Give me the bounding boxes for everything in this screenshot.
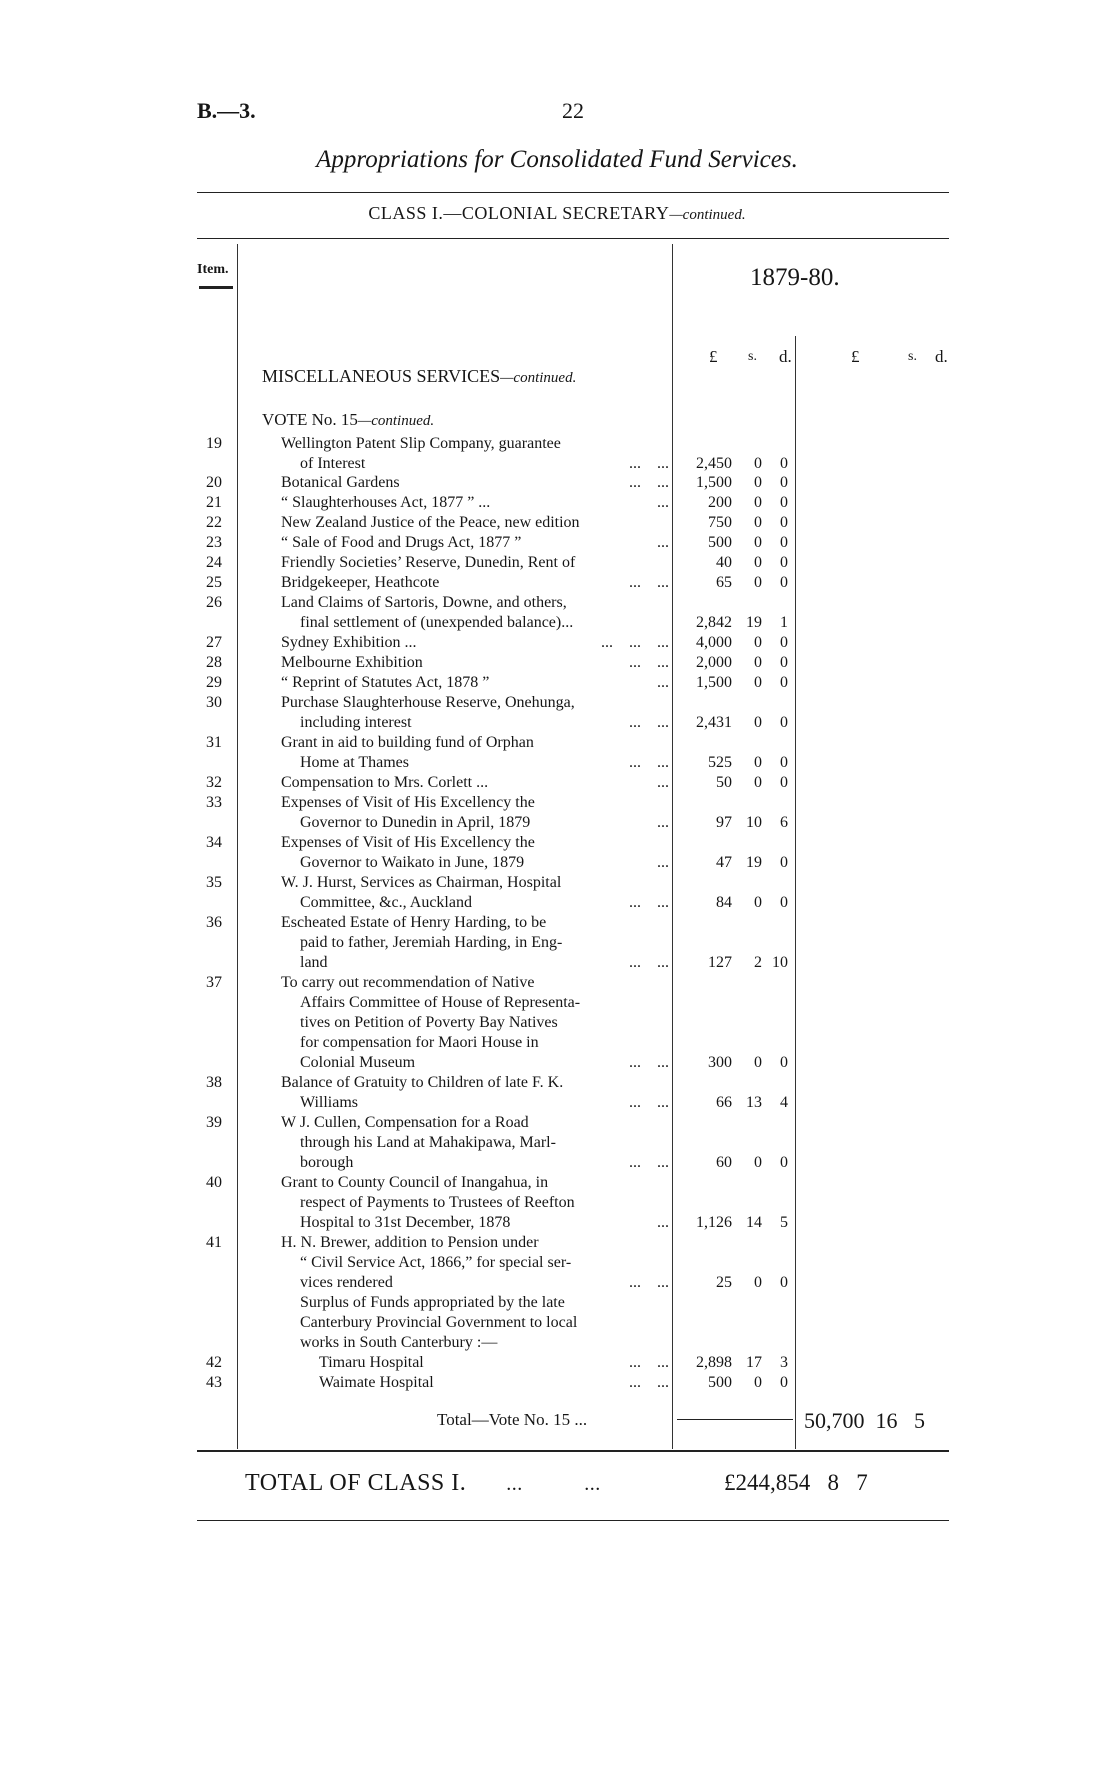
description-line: “ Reprint of Statutes Act, 1878 ” (281, 674, 490, 691)
item-amount (672, 673, 796, 693)
item-number: 36 (206, 914, 222, 931)
leader-dots: ... ... (629, 455, 669, 472)
item-number: 29 (206, 674, 222, 691)
amount-s: 0 (754, 514, 762, 531)
amount-s: 0 (754, 494, 762, 511)
description-line: “ Slaughterhouses Act, 1877 ” ... (281, 494, 491, 511)
amount-pounds: 47 (716, 854, 732, 871)
item-number: 31 (206, 734, 222, 751)
amount-d: 0 (780, 1054, 788, 1071)
amount-s: 19 (746, 614, 762, 631)
item-description (281, 1173, 669, 1233)
amount-d: 0 (780, 1374, 788, 1391)
leader-dots: ... (657, 494, 669, 511)
amount-s: 0 (754, 634, 762, 651)
item-number: 39 (206, 1114, 222, 1131)
item-amount (672, 953, 796, 973)
rule-bottom (197, 1450, 949, 1452)
leader-dots: ... ... (629, 1154, 669, 1171)
description-line: To carry out recommendation of Native (281, 974, 535, 991)
item-amount (672, 1273, 796, 1293)
item-description (281, 434, 669, 474)
description-line: Botanical Gardens (281, 474, 400, 491)
item-number: 25 (206, 574, 222, 591)
amount-s: 0 (754, 754, 762, 771)
currency-pence-label: d. (779, 347, 792, 366)
rule-under-heading (197, 238, 949, 239)
item-amount (672, 1213, 796, 1233)
item-description (281, 873, 669, 913)
description-line: Grant in aid to building fund of Orphan (281, 734, 534, 751)
leader-dots: ... ... (629, 574, 669, 591)
item-number: 26 (206, 594, 222, 611)
item-amount (672, 473, 796, 493)
amount-d: 0 (780, 554, 788, 571)
grand-total-label: TOTAL OF CLASS I. ... ... (245, 1470, 601, 1496)
item-amount (672, 753, 796, 773)
item-number: 40 (206, 1174, 222, 1191)
amount-pounds: 40 (716, 554, 732, 571)
item-description (319, 1373, 669, 1393)
item-description (281, 973, 669, 1073)
description-line: Colonial Museum (300, 1054, 416, 1071)
item-number: 37 (206, 974, 222, 991)
description-line: Melbourne Exhibition (281, 654, 423, 671)
description-line: Compensation to Mrs. Corlett ... (281, 774, 489, 791)
description-line: New Zealand Justice of the Peace, new edition (281, 514, 580, 531)
item-amount (672, 633, 796, 653)
item-number: 38 (206, 1074, 222, 1091)
description-line: land (300, 954, 328, 971)
leader-dots: ... ... (629, 1054, 669, 1071)
item-amount (672, 773, 796, 793)
item-description (281, 1113, 669, 1173)
amount-pounds: 200 (708, 494, 732, 511)
page-number: 22 (562, 98, 584, 123)
item-description (281, 513, 669, 533)
leader-dots: ... ... (629, 1374, 669, 1391)
item-number: 21 (206, 494, 222, 511)
currency-shillings-label: s. (748, 349, 757, 364)
amount-s: 0 (754, 674, 762, 691)
description-line: Hospital to 31st December, 1878 (300, 1214, 511, 1231)
amount-d: 4 (780, 1094, 788, 1111)
vote-total-amount: 50,700 16 5 (804, 1408, 925, 1433)
description-line: Friendly Societies’ Reserve, Dunedin, Rent of (281, 554, 576, 571)
description-line: Affairs Committee of House of Representa- (300, 994, 581, 1011)
amount-d: 0 (780, 674, 788, 691)
item-amount (672, 813, 796, 833)
item-description (281, 593, 669, 633)
item-amount (672, 1093, 796, 1113)
amount-pounds: 1,126 (696, 1214, 732, 1231)
item-amount (672, 613, 796, 633)
description-line: of Interest (300, 455, 366, 472)
amount-s: 0 (754, 455, 762, 472)
amount-pounds: 2,450 (696, 455, 732, 472)
item-amount (672, 553, 796, 573)
amount-s: 14 (746, 1214, 762, 1231)
amount-s: 0 (754, 1154, 762, 1171)
leader-dots: ... ... (629, 714, 669, 731)
amount-d: 3 (780, 1354, 788, 1371)
amount-d: 0 (780, 474, 788, 491)
amount-s: 13 (746, 1094, 762, 1111)
item-amount (672, 454, 796, 474)
description-line: tives on Petition of Poverty Bay Natives (300, 1014, 558, 1031)
amount-column-rule (672, 244, 673, 1449)
item-number: 27 (206, 634, 222, 651)
item-number: 28 (206, 654, 222, 671)
amount-pounds: 66 (716, 1094, 732, 1111)
leader-dots: ... (657, 774, 669, 791)
item-description (281, 493, 669, 513)
leader-dots: ... ... (629, 654, 669, 671)
amount-d: 0 (780, 754, 788, 771)
item-description (281, 913, 669, 973)
item-description (281, 473, 669, 493)
amount-d: 0 (780, 1154, 788, 1171)
amount-s: 19 (746, 854, 762, 871)
amount-pounds: 1,500 (696, 674, 732, 691)
description-line: W J. Cullen, Compensation for a Road (281, 1114, 529, 1131)
amount-s: 17 (746, 1354, 762, 1371)
item-description (281, 553, 669, 573)
item-description (281, 573, 669, 593)
item-description (281, 673, 669, 693)
item-description (281, 533, 669, 553)
item-amount (672, 853, 796, 873)
currency-pounds-label-2: £ (851, 347, 860, 366)
description-line: Land Claims of Sartoris, Downe, and others, (281, 594, 567, 611)
leader-dots: ... ... (629, 1274, 669, 1291)
description-line: final settlement of (unexpended balance)... (300, 614, 574, 631)
amount-pounds: 2,898 (696, 1354, 732, 1371)
rule-closing (197, 1520, 949, 1521)
amount-pounds: 2,431 (696, 714, 732, 731)
item-description (281, 633, 669, 653)
description-line: respect of Payments to Trustees of Reefton (300, 1194, 575, 1211)
rule-top (197, 192, 949, 193)
item-amount (672, 1153, 796, 1173)
amount-s: 0 (754, 714, 762, 731)
item-number: 22 (206, 514, 222, 531)
item-description (281, 1073, 669, 1113)
description-line: Grant to County Council of Inangahua, in (281, 1174, 549, 1191)
description-line: “ Civil Service Act, 1866,” for special ser- (300, 1254, 572, 1271)
amount-pounds: 500 (708, 534, 732, 551)
description-line: Sydney Exhibition ... (281, 634, 417, 651)
leader-dots: ... ... ... (601, 634, 669, 651)
leader-dots: ... ... (629, 894, 669, 911)
amount-s: 0 (754, 1374, 762, 1391)
amount-pounds: 525 (708, 754, 732, 771)
description-line: Expenses of Visit of His Excellency the (281, 834, 535, 851)
item-number: 30 (206, 694, 222, 711)
amount-d: 5 (780, 1214, 788, 1231)
amount-s: 0 (754, 474, 762, 491)
currency-pounds-label: £ (709, 347, 718, 366)
amount-d: 0 (780, 634, 788, 651)
description-line: Committee, &c., Auckland (300, 894, 472, 911)
amount-d: 0 (780, 574, 788, 591)
amount-s: 0 (754, 894, 762, 911)
description-line: Canterbury Provincial Government to local (300, 1314, 578, 1331)
year-header: 1879-80. (750, 264, 840, 291)
item-description (281, 733, 669, 773)
description-line: Escheated Estate of Henry Harding, to be (281, 914, 547, 931)
description-line: “ Sale of Food and Drugs Act, 1877 ” (281, 534, 522, 551)
item-number: 43 (206, 1374, 222, 1391)
page-title: Appropriations for Consolidated Fund Services. (316, 146, 798, 173)
item-amount (672, 493, 796, 513)
amount-s: 0 (754, 1054, 762, 1071)
amount-pounds: 97 (716, 814, 732, 831)
leader-dots: ... ... (629, 754, 669, 771)
amount-s: 0 (754, 554, 762, 571)
amount-s: 2 (754, 954, 762, 971)
amount-s: 0 (754, 654, 762, 671)
description-line: Governor to Dunedin in April, 1879 (300, 814, 531, 831)
item-amount (672, 1373, 796, 1393)
amount-d: 0 (780, 654, 788, 671)
leader-dots: ... (657, 534, 669, 551)
description-line: including interest (300, 714, 412, 731)
leader-dots: ... ... (629, 1354, 669, 1371)
amount-pounds: 300 (708, 1054, 732, 1071)
amount-pounds: 60 (716, 1154, 732, 1171)
description-line: vices rendered (300, 1274, 393, 1291)
amount-pounds: 500 (708, 1374, 732, 1391)
item-number: 33 (206, 794, 222, 811)
class-heading: CLASS I.—COLONIAL SECRETARY—continued. (368, 203, 746, 223)
description-line: works in South Canterbury :— (300, 1334, 498, 1351)
item-number: 23 (206, 534, 222, 551)
description-line: Purchase Slaughterhouse Reserve, Onehunga, (281, 694, 575, 711)
description-line: H. N. Brewer, addition to Pension under (281, 1234, 539, 1251)
amount-s: 0 (754, 1274, 762, 1291)
item-amount (672, 573, 796, 593)
amount-d: 0 (780, 774, 788, 791)
item-column-header: Item. (197, 262, 229, 277)
leader-dots: ... (657, 854, 669, 871)
amount-pounds: 2,842 (696, 614, 732, 631)
amount-d: 0 (780, 455, 788, 472)
leader-dots: ... ... (629, 954, 669, 971)
description-line: through his Land at Mahakipawa, Marl- (300, 1134, 556, 1151)
vote-total-label: Total—Vote No. 15 ... (437, 1410, 588, 1429)
description-line: Surplus of Funds appropriated by the late (300, 1294, 565, 1311)
leader-dots: ... (657, 1214, 669, 1231)
item-number: 42 (206, 1354, 222, 1371)
amount-d: 1 (780, 614, 788, 631)
item-amount (672, 1353, 796, 1373)
item-number: 20 (206, 474, 222, 491)
amount-d: 0 (780, 534, 788, 551)
amount-d: 0 (780, 514, 788, 531)
item-number: 35 (206, 874, 222, 891)
amount-pounds: 2,000 (696, 654, 732, 671)
amount-pounds: 4,000 (696, 634, 732, 651)
item-description (281, 833, 669, 873)
amount-d: 0 (780, 1274, 788, 1291)
currency-shillings-label-2: s. (908, 349, 917, 364)
subtotal-rule (677, 1419, 793, 1420)
description-line: Timaru Hospital (319, 1354, 424, 1371)
amount-s: 10 (746, 814, 762, 831)
amount-s: 0 (754, 574, 762, 591)
item-number: 32 (206, 774, 222, 791)
item-header-rule (199, 286, 233, 289)
item-amount (672, 533, 796, 553)
item-column-rule (237, 244, 238, 1449)
description-line: for compensation for Maori House in (300, 1034, 539, 1051)
description-line: Balance of Gratuity to Children of late F. K. (281, 1074, 564, 1091)
vote-title: VOTE No. 15—continued. (262, 410, 435, 429)
item-number: 34 (206, 834, 222, 851)
amount-pounds: 50 (716, 774, 732, 791)
item-description (281, 793, 669, 833)
description-line: Waimate Hospital (319, 1374, 434, 1391)
item-amount (672, 1053, 796, 1073)
description-line: borough (300, 1154, 354, 1171)
amount-d: 0 (780, 894, 788, 911)
leader-dots: ... (657, 814, 669, 831)
item-description (300, 1293, 669, 1353)
amount-pounds: 750 (708, 514, 732, 531)
amount-d: 0 (780, 714, 788, 731)
amount-pounds: 25 (716, 1274, 732, 1291)
item-number: 24 (206, 554, 222, 571)
description-line: Wellington Patent Slip Company, guarantee (281, 435, 561, 452)
amount-pounds: 65 (716, 574, 732, 591)
description-line: W. J. Hurst, Services as Chairman, Hospital (281, 874, 562, 891)
leader-dots: ... ... (629, 1094, 669, 1111)
item-amount (672, 713, 796, 733)
amount-s: 0 (754, 774, 762, 791)
item-description (281, 1233, 669, 1293)
item-amount (672, 653, 796, 673)
item-description (281, 653, 669, 673)
item-description (319, 1353, 669, 1373)
item-number: 41 (206, 1234, 222, 1251)
amount-d: 10 (772, 954, 788, 971)
leader-dots: ... (657, 674, 669, 691)
amount-pounds: 1,500 (696, 474, 732, 491)
description-line: Governor to Waikato in June, 1879 (300, 854, 525, 871)
description-line: paid to father, Jeremiah Harding, in Eng- (300, 934, 563, 951)
item-description (281, 773, 669, 793)
item-number: 19 (206, 435, 222, 452)
currency-pence-label-2: d. (935, 347, 948, 366)
amount-s: 0 (754, 534, 762, 551)
section-title: MISCELLANEOUS SERVICES—continued. (262, 366, 577, 386)
amount-pounds: 127 (708, 954, 732, 971)
item-amount (672, 893, 796, 913)
document-reference: B.—3. (197, 98, 256, 123)
description-line: Expenses of Visit of His Excellency the (281, 794, 535, 811)
item-description (281, 693, 669, 733)
item-amount (672, 513, 796, 533)
amount-d: 6 (780, 814, 788, 831)
amount-pounds: 84 (716, 894, 732, 911)
amount-d: 0 (780, 494, 788, 511)
grand-total-amount: £244,854 8 7 (724, 1470, 868, 1495)
description-line: Bridgekeeper, Heathcote (281, 574, 440, 591)
leader-dots: ... ... (629, 474, 669, 491)
amount-d: 0 (780, 854, 788, 871)
description-line: Williams (300, 1094, 359, 1111)
description-line: Home at Thames (300, 754, 410, 771)
